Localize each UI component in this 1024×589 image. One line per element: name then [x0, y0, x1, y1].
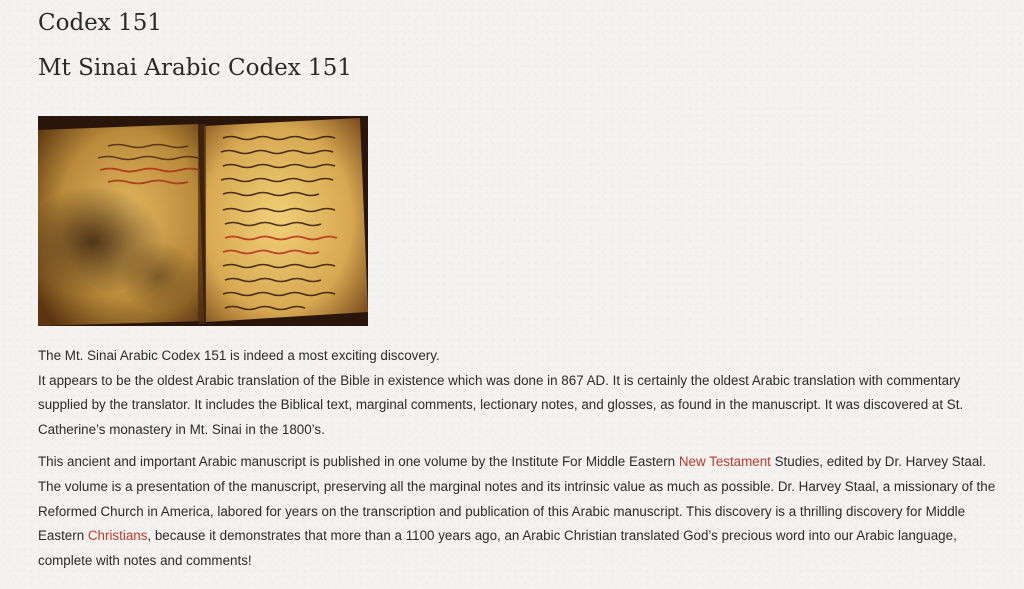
paragraph-1-body: It appears to be the oldest Arabic translation of the Bible in existence which was done in 867 AD. It is certainly the oldest Arabic translation with commentary supplied by the translator. It includes the Biblical text, marginal comments, lectionary notes, and glosses, as found in the manuscript. It was discovered at St. Catherine’s monastery in Mt. Sinai in the 1800’s.	[38, 372, 964, 437]
manuscript-image	[38, 116, 368, 326]
paragraph-2	[38, 450, 998, 573]
paragraph-2-middle: Studies, edited by Dr. Harvey Staal. The volume is a presentation of the manuscript, preserving all the marginal notes and its intrinsic value as much as possible. Dr. Harvey Staal, a missionary of the Reformed Church in America, labored for years on the transcription and publication of this Arabic manuscript. This discovery is a thrilling discovery for Middle Eastern	[38, 454, 996, 544]
paragraph-2-start: This ancient and important Arabic manuscript is published in one volume by the Institute For Middle Eastern	[38, 454, 679, 470]
new-testament-link[interactable]: New Testament	[678, 454, 771, 470]
page-title: Mt Sinai Arabic Codex 151	[38, 55, 352, 81]
paragraph-1	[38, 344, 998, 442]
christians-link[interactable]: Christians	[87, 528, 148, 544]
article-body	[38, 344, 998, 573]
paragraph-2-end: , because it demonstrates that more than a 1100 years ago, an Arabic Christian translated God’s precious word into our Arabic language, complete with notes and comments!	[38, 528, 957, 568]
paragraph-1-intro: The Mt. Sinai Arabic Codex 151 is indeed a most exciting discovery.	[38, 348, 440, 363]
site-title[interactable]: Codex 151	[38, 10, 162, 36]
